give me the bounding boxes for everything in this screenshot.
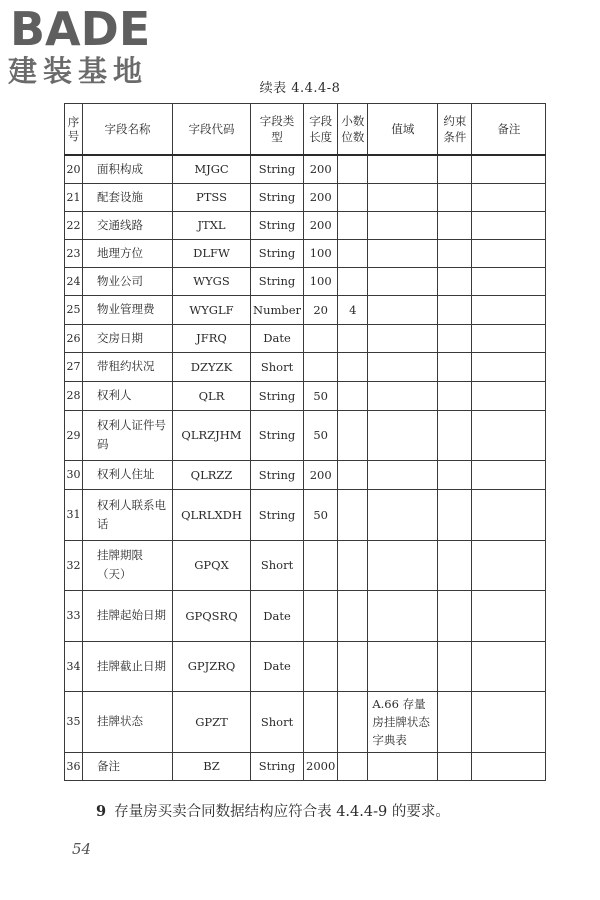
field-type-cell: Date <box>251 590 304 641</box>
field-length-cell <box>304 324 338 352</box>
paragraph-text: 存量房买卖合同数据结构应符合表 4.4.4-9 的要求。 <box>114 804 450 820</box>
field-type-cell: String <box>251 381 304 410</box>
constraint-cell <box>438 489 472 540</box>
header-cell: 字段名称 <box>83 104 173 156</box>
constraint-cell <box>438 155 472 183</box>
field-code-cell: QLRZJHM <box>173 410 251 460</box>
field-code-cell: WYGS <box>173 267 251 295</box>
note-cell <box>472 752 546 780</box>
field-length-cell <box>304 590 338 641</box>
field-type-cell: String <box>251 267 304 295</box>
field-name-cell: 备注 <box>83 752 173 780</box>
field-type-cell: Date <box>251 641 304 691</box>
field-length-cell <box>304 641 338 691</box>
table-row <box>65 540 546 590</box>
field-name-cell: 带租约状况 <box>83 352 173 381</box>
table-row <box>65 691 546 752</box>
header-cell: 值域 <box>368 104 438 156</box>
field-code-cell: QLR <box>173 381 251 410</box>
field-name-cell: 挂牌期限（天） <box>83 540 173 590</box>
note-cell <box>472 239 546 267</box>
field-type-cell: Short <box>251 691 304 752</box>
field-length-cell: 50 <box>304 489 338 540</box>
seq-cell: 22 <box>65 211 83 239</box>
field-code-cell: MJGC <box>173 155 251 183</box>
decimals-cell: 4 <box>338 295 368 324</box>
value-range-cell <box>368 239 438 267</box>
decimals-cell <box>338 410 368 460</box>
note-cell <box>472 324 546 352</box>
field-code-cell: JFRQ <box>173 324 251 352</box>
value-range-cell <box>368 295 438 324</box>
seq-cell: 24 <box>65 267 83 295</box>
seq-cell: 34 <box>65 641 83 691</box>
seq-cell: 36 <box>65 752 83 780</box>
table-row <box>65 352 546 381</box>
field-type-cell: String <box>251 239 304 267</box>
field-length-cell: 200 <box>304 211 338 239</box>
table-row <box>65 295 546 324</box>
note-cell <box>472 183 546 211</box>
field-length-cell <box>304 691 338 752</box>
header-cell: 字段长度 <box>304 104 338 156</box>
logo-subtitle: 建装基地 <box>8 54 149 88</box>
field-type-cell: String <box>251 155 304 183</box>
paragraph-number: 9 <box>96 803 107 820</box>
value-range-cell <box>368 155 438 183</box>
field-code-cell: DLFW <box>173 239 251 267</box>
table-row <box>65 752 546 780</box>
constraint-cell <box>438 641 472 691</box>
constraint-cell <box>438 324 472 352</box>
field-name-cell: 配套设施 <box>83 183 173 211</box>
decimals-cell <box>338 540 368 590</box>
field-code-cell: GPJZRQ <box>173 641 251 691</box>
note-cell <box>472 267 546 295</box>
field-type-cell: String <box>251 489 304 540</box>
seq-cell: 26 <box>65 324 83 352</box>
constraint-cell <box>438 183 472 211</box>
decimals-cell <box>338 381 368 410</box>
field-code-cell: DZYZK <box>173 352 251 381</box>
field-length-cell: 200 <box>304 460 338 489</box>
constraint-cell <box>438 295 472 324</box>
seq-cell: 30 <box>65 460 83 489</box>
field-type-cell: Short <box>251 352 304 381</box>
note-cell <box>472 381 546 410</box>
header-cell: 序号 <box>65 104 83 156</box>
field-name-cell: 挂牌状态 <box>83 691 173 752</box>
constraint-cell <box>438 352 472 381</box>
field-length-cell: 2000 <box>304 752 338 780</box>
table-row <box>65 641 546 691</box>
field-name-cell: 面积构成 <box>83 155 173 183</box>
table-row <box>65 460 546 489</box>
value-range-cell <box>368 410 438 460</box>
field-code-cell: BZ <box>173 752 251 780</box>
note-cell <box>472 352 546 381</box>
seq-cell: 32 <box>65 540 83 590</box>
field-length-cell: 200 <box>304 155 338 183</box>
field-spec-table <box>64 103 546 781</box>
decimals-cell <box>338 352 368 381</box>
header-cell: 字段代码 <box>173 104 251 156</box>
table-row <box>65 324 546 352</box>
decimals-cell <box>338 239 368 267</box>
decimals-cell <box>338 489 368 540</box>
constraint-cell <box>438 460 472 489</box>
field-length-cell: 50 <box>304 410 338 460</box>
body-paragraph <box>96 800 450 821</box>
field-name-cell: 交房日期 <box>83 324 173 352</box>
decimals-cell <box>338 155 368 183</box>
value-range-cell <box>368 489 438 540</box>
table-row <box>65 489 546 540</box>
field-length-cell: 50 <box>304 381 338 410</box>
decimals-cell <box>338 183 368 211</box>
field-length-cell: 100 <box>304 239 338 267</box>
constraint-cell <box>438 590 472 641</box>
decimals-cell <box>338 211 368 239</box>
constraint-cell <box>438 410 472 460</box>
field-code-cell: JTXL <box>173 211 251 239</box>
field-length-cell <box>304 540 338 590</box>
field-length-cell: 200 <box>304 183 338 211</box>
seq-cell: 23 <box>65 239 83 267</box>
field-length-cell <box>304 352 338 381</box>
field-name-cell: 权利人住址 <box>83 460 173 489</box>
constraint-cell <box>438 267 472 295</box>
field-type-cell: String <box>251 410 304 460</box>
constraint-cell <box>438 211 472 239</box>
note-cell <box>472 295 546 324</box>
field-code-cell: PTSS <box>173 183 251 211</box>
constraint-cell <box>438 691 472 752</box>
logo-brand-text: BADE <box>10 2 151 56</box>
value-range-cell <box>368 590 438 641</box>
field-code-cell: QLRZZ <box>173 460 251 489</box>
header-cell: 备注 <box>472 104 546 156</box>
field-type-cell: String <box>251 211 304 239</box>
note-cell <box>472 590 546 641</box>
value-range-cell <box>368 352 438 381</box>
field-type-cell: String <box>251 752 304 780</box>
field-name-cell: 物业公司 <box>83 267 173 295</box>
value-range-cell <box>368 211 438 239</box>
header-cell: 小数位数 <box>338 104 368 156</box>
table-row <box>65 239 546 267</box>
constraint-cell <box>438 381 472 410</box>
page-number: 54 <box>72 840 92 858</box>
note-cell <box>472 410 546 460</box>
note-cell <box>472 155 546 183</box>
table-row <box>65 410 546 460</box>
field-type-cell: Number <box>251 295 304 324</box>
table-row <box>65 183 546 211</box>
field-name-cell: 权利人联系电话 <box>83 489 173 540</box>
note-cell <box>472 211 546 239</box>
decimals-cell <box>338 267 368 295</box>
seq-cell: 28 <box>65 381 83 410</box>
seq-cell: 27 <box>65 352 83 381</box>
constraint-cell <box>438 239 472 267</box>
field-name-cell: 挂牌截止日期 <box>83 641 173 691</box>
constraint-cell <box>438 752 472 780</box>
field-type-cell: Date <box>251 324 304 352</box>
field-length-cell: 20 <box>304 295 338 324</box>
field-type-cell: Short <box>251 540 304 590</box>
table-row <box>65 155 546 183</box>
table-row <box>65 267 546 295</box>
note-cell <box>472 489 546 540</box>
value-range-cell <box>368 267 438 295</box>
field-name-cell: 挂牌起始日期 <box>83 590 173 641</box>
field-type-cell: String <box>251 183 304 211</box>
note-cell <box>472 691 546 752</box>
decimals-cell <box>338 460 368 489</box>
note-cell <box>472 641 546 691</box>
value-range-cell <box>368 540 438 590</box>
header-cell: 约束条件 <box>438 104 472 156</box>
field-code-cell: GPQX <box>173 540 251 590</box>
seq-cell: 29 <box>65 410 83 460</box>
table-row <box>65 381 546 410</box>
seq-cell: 31 <box>65 489 83 540</box>
value-range-cell <box>368 324 438 352</box>
field-length-cell: 100 <box>304 267 338 295</box>
field-code-cell: WYGLF <box>173 295 251 324</box>
seq-cell: 33 <box>65 590 83 641</box>
seq-cell: 21 <box>65 183 83 211</box>
table-row <box>65 211 546 239</box>
field-name-cell: 权利人 <box>83 381 173 410</box>
table-row <box>65 590 546 641</box>
value-range-cell <box>368 460 438 489</box>
field-name-cell: 交通线路 <box>83 211 173 239</box>
decimals-cell <box>338 752 368 780</box>
decimals-cell <box>338 691 368 752</box>
field-code-cell: QLRLXDH <box>173 489 251 540</box>
decimals-cell <box>338 590 368 641</box>
value-range-cell <box>368 641 438 691</box>
table-header-row <box>65 104 546 156</box>
value-range-cell <box>368 752 438 780</box>
decimals-cell <box>338 324 368 352</box>
field-code-cell: GPZT <box>173 691 251 752</box>
field-code-cell: GPQSRQ <box>173 590 251 641</box>
decimals-cell <box>338 641 368 691</box>
seq-cell: 25 <box>65 295 83 324</box>
seq-cell: 20 <box>65 155 83 183</box>
note-cell <box>472 540 546 590</box>
seq-cell: 35 <box>65 691 83 752</box>
field-name-cell: 物业管理费 <box>83 295 173 324</box>
header-cell: 字段类型 <box>251 104 304 156</box>
value-range-cell <box>368 381 438 410</box>
field-type-cell: String <box>251 460 304 489</box>
value-range-cell: A.66 存量房挂牌状态字典表 <box>368 691 438 752</box>
field-name-cell: 地理方位 <box>83 239 173 267</box>
constraint-cell <box>438 540 472 590</box>
table-caption: 续表 4.4.4-8 <box>259 81 341 96</box>
field-name-cell: 权利人证件号码 <box>83 410 173 460</box>
note-cell <box>472 460 546 489</box>
value-range-cell <box>368 183 438 211</box>
